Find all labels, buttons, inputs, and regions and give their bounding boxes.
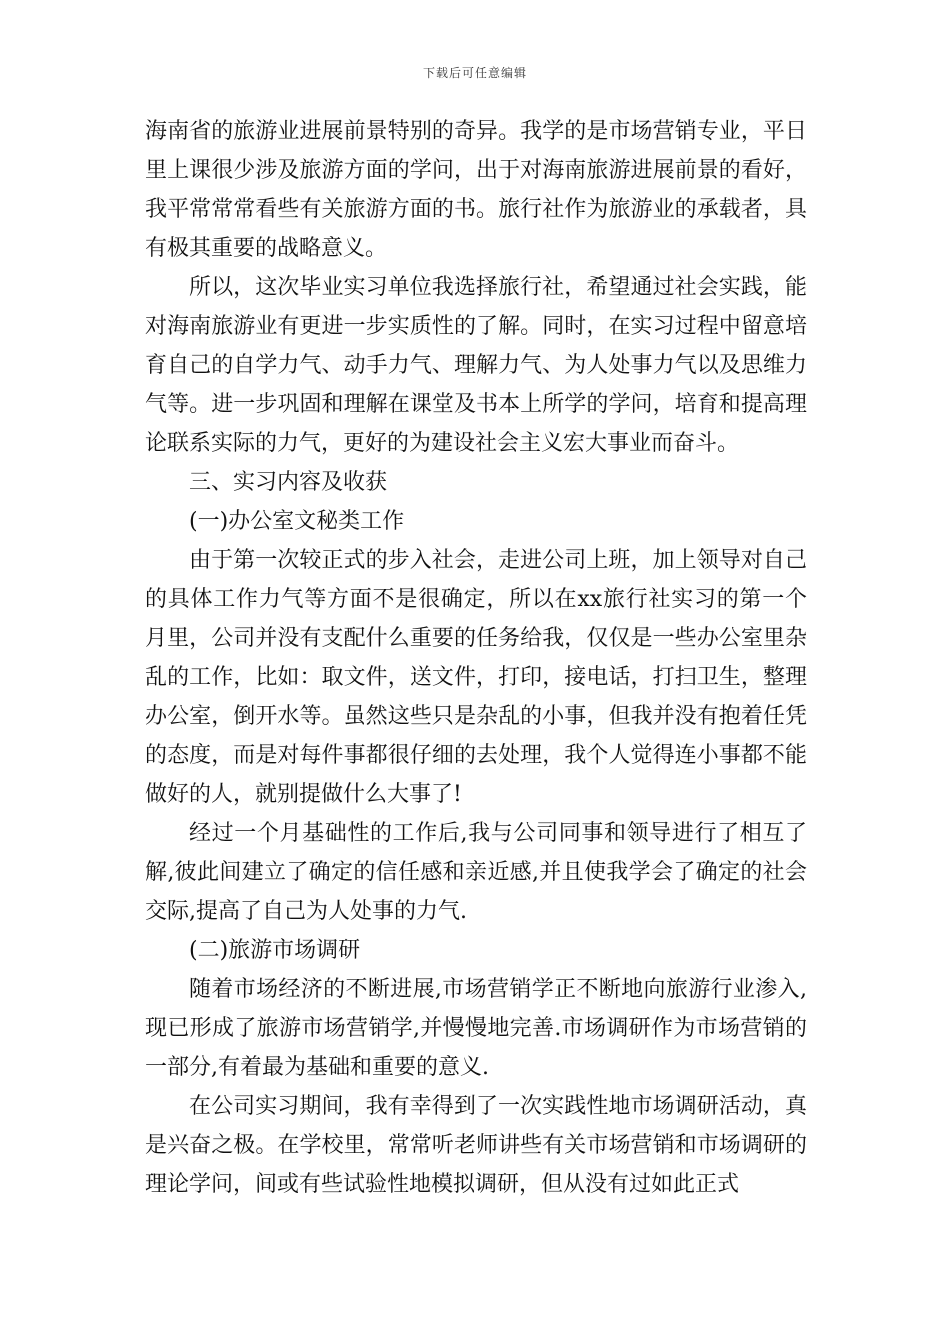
paragraph: 经过一个月基础性的工作后,我与公司同事和领导进行了相互了解,彼此间建立了确定的信任感和亲近感,并且使我学会了确定的社会交际,提高了自己为人处事的力气. xyxy=(145,821,807,924)
document-body xyxy=(145,112,807,1204)
paragraph: 所以，这次毕业实习单位我选择旅行社，希望通过社会实践，能对海南旅游业有更进一步实质性的了解。同时，在实习过程中留意培育自己的自学力气、动手力气、理解力气、为人处事力气以及思维力气等。进一步巩固和理解在课堂及书本上所学的学问，培育和提高理论联系实际的力气，更好的为建设社会主义宏大事业而奋斗。 xyxy=(145,275,807,456)
paragraph: 由于第一次较正式的步入社会，走进公司上班，加上领导对自己的具体工作力气等方面不是很确定，所以在xx旅行社实习的第一个月里，公司并没有支配什么重要的任务给我，仅仅是一些办公室里杂乱的工作，比如：取文件，送文件，打印，接电话，打扫卫生，整理办公室，倒开水等。虽然这些只是杂乱的小事，但我并没有抱着任凭的态度，而是对每件事都很仔细的去处理，我个人觉得连小事都不能做好的人，就别提做什么大事了! xyxy=(145,548,807,807)
paragraph: 海南省的旅游业进展前景特别的奇异。我学的是市场营销专业，平日里上课很少涉及旅游方面的学问，出于对海南旅游进展前景的看好，我平常常常看些有关旅游方面的书。旅行社作为旅游业的承载者，具有极其重要的战略意义。 xyxy=(145,119,807,261)
section-heading: 三、实习内容及收获 xyxy=(189,470,388,495)
paragraph: 在公司实习期间，我有幸得到了一次实践性地市场调研活动，真是兴奋之极。在学校里，常常听老师讲些有关市场营销和市场调研的理论学问，间或有些试验性地模拟调研，但从没有过如此正式 xyxy=(145,1094,807,1197)
subsection-heading: (二)旅游市场调研 xyxy=(189,938,361,963)
subsection-heading: (一)办公室文秘类工作 xyxy=(189,509,405,534)
paragraph: 随着市场经济的不断进展,市场营销学正不断地向旅游行业渗入,现已形成了旅游市场营销学,并慢慢地完善.市场调研作为市场营销的一部分,有着最为基础和重要的意义. xyxy=(145,977,807,1080)
page-header: 下载后可任意编辑 xyxy=(422,66,527,80)
